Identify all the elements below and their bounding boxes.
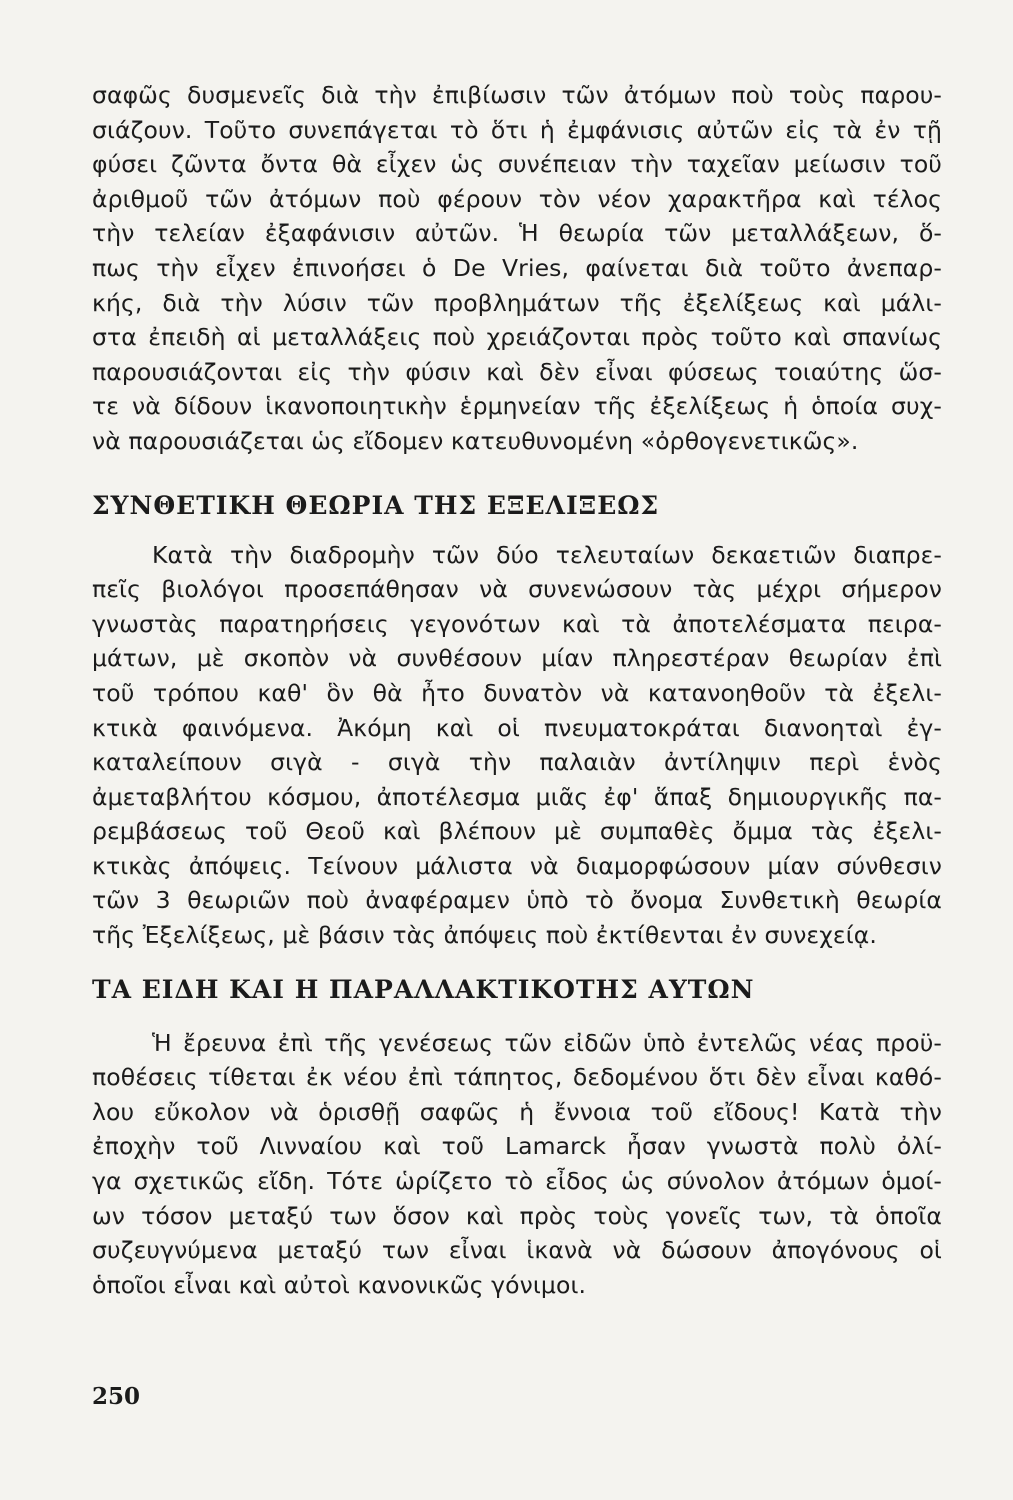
text-line: γα σχετικῶς εἴδη. Τότε ὡρίζετο τὸ εἶδος ὡς σύνολον ἀτόμων ὁμοί- [92,1167,942,1196]
text-line: γνωστὰς παρατηρήσεις γεγονότων καὶ τὰ ἀποτελέσματα πειρα- [92,609,942,638]
text-line: τὴν τελείαν ἐξαφάνισιν αὐτῶν. Ἡ θεωρία τῶν μεταλλάξεων, ὅ- [92,219,942,248]
text-line: ποθέσεις τίθεται ἐκ νέου ἐπὶ τάπητος, δεδομένου ὅτι δὲν εἶναι καθό- [92,1063,942,1092]
text-line: συζευγνύμενα μεταξύ των εἶναι ἱκανὰ νὰ δώσουν ἀπογόνους οἱ [92,1236,942,1265]
text-line: πως τὴν εἶχεν ἐπινοήσει ὁ De Vries, φαίνεται διὰ τοῦτο ἀνεπαρ- [92,253,942,282]
text-line: πεῖς βιολόγοι προσεπάθησαν νὰ συνενώσουν τὰς μέχρι σήμερον [92,575,942,604]
text-line: σιάζουν. Τοῦτο συνεπάγεται τὸ ὅτι ἡ ἐμφάνισις αὐτῶν εἰς τὰ ἐν τῇ [92,115,942,144]
page-number: 250 [92,1383,141,1410]
text-line: κτικὰς ἀπόψεις. Τείνουν μάλιστα νὰ διαμορφώσουν μίαν σύνθεσιν [92,851,942,880]
text-line: ἀριθμοῦ τῶν ἀτόμων ποὺ φέρουν τὸν νέον χαρακτῆρα καὶ τέλος [92,184,942,213]
text-line: τῆς Ἐξελίξεως, μὲ βάσιν τὰς ἀπόψεις ποὺ ἐκτίθενται ἐν συνεχείᾳ. [92,921,877,950]
text-line: μάτων, μὲ σκοπὸν νὰ συνθέσουν μίαν πληρεστέραν θεωρίαν ἐπὶ [92,644,942,673]
text-line: νὰ παρουσιάζεται ὡς εἴδομεν κατευθυνομένη «ὀρθογενετικῶς». [92,426,859,455]
text-line: λου εὔκολον νὰ ὁρισθῇ σαφῶς ἡ ἔννοια τοῦ εἴδους! Κατὰ τὴν [92,1097,942,1126]
text-line: ἀμεταβλήτου κόσμου, ἀποτέλεσμα μιᾶς ἐφ' ἅπαξ δημιουργικῆς πα- [92,782,942,811]
paragraph-continued [92,78,942,459]
paragraph-species-variability [92,1026,942,1303]
text-line: τε νὰ δίδουν ἱκανοποιητικὴν ἑρμηνείαν τῆς ἐξελίξεως ἡ ὁποία συχ- [92,392,942,421]
text-line: κής, διὰ τὴν λύσιν τῶν προβλημάτων τῆς ἐξελίξεως καὶ μάλι- [92,288,942,317]
text-line: καταλείπουν σιγὰ - σιγὰ τὴν παλαιὰν ἀντίληψιν περὶ ἑνὸς [92,748,942,777]
text-line: παρουσιάζονται εἰς τὴν φύσιν καὶ δὲν εἶναι φύσεως τοιαύτης ὥσ- [92,357,942,386]
text-line: τοῦ τρόπου καθ' ὃν θὰ ἦτο δυνατὸν νὰ κατανοηθοῦν τὰ ἐξελι- [92,678,942,707]
text-line: ων τόσον μεταξύ των ὅσον καὶ πρὸς τοὺς γονεῖς των, τὰ ὁποῖα [92,1201,942,1230]
text-line: σαφῶς δυσμενεῖς διὰ τὴν ἐπιβίωσιν τῶν ἀτόμων ποὺ τοὺς παρου- [92,81,942,109]
text-line: στα ἐπειδὴ αἱ μεταλλάξεις ποὺ χρειάζονται πρὸς τοῦτο καὶ σπανίως [92,323,942,352]
text-line: Ἡ ἔρευνα ἐπὶ τῆς γενέσεως τῶν εἰδῶν ὑπὸ ἐντελῶς νέας προϋ- [152,1028,942,1057]
text-line: φύσει ζῶντα ὄντα θὰ εἶχεν ὡς συνέπειαν τὴν ταχεῖαν μείωσιν τοῦ [92,150,942,179]
page-content [92,78,942,1302]
section-heading-species-variability: ΤΑ ΕΙΔΗ ΚΑΙ Η ΠΑΡΑΛΛΑΚΤΙΚΟΤΗΣ ΑΥΤΩΝ [92,974,755,1004]
section-heading-synthetic-theory: ΣΥΝΘΕΤΙΚΗ ΘΕΩΡΙΑ ΤΗΣ ΕΞΕΛΙΞΕΩΣ [92,490,660,520]
text-line: κτικὰ φαινόμενα. Ἀκόμη καὶ οἱ πνευματοκράται διανοηταὶ ἐγ- [92,713,942,742]
text-line: ρεμβάσεως τοῦ Θεοῦ καὶ βλέπουν μὲ συμπαθὲς ὄμμα τὰς ἐξελι- [92,817,942,846]
text-line: τῶν 3 θεωριῶν ποὺ ἀναφέραμεν ὑπὸ τὸ ὄνομα Συνθετικὴ θεωρία [92,886,942,915]
paragraph-synthetic-theory [92,538,942,953]
text-line: Κατὰ τὴν διαδρομὴν τῶν δύο τελευταίων δεκαετιῶν διαπρε- [152,540,942,569]
text-line: ἐποχὴν τοῦ Λινναίου καὶ τοῦ Lamarck ἦσαν γνωστὰ πολὺ ὀλί- [92,1132,942,1161]
text-line: ὁποῖοι εἶναι καὶ αὐτοὶ κανονικῶς γόνιμοι. [92,1270,587,1299]
